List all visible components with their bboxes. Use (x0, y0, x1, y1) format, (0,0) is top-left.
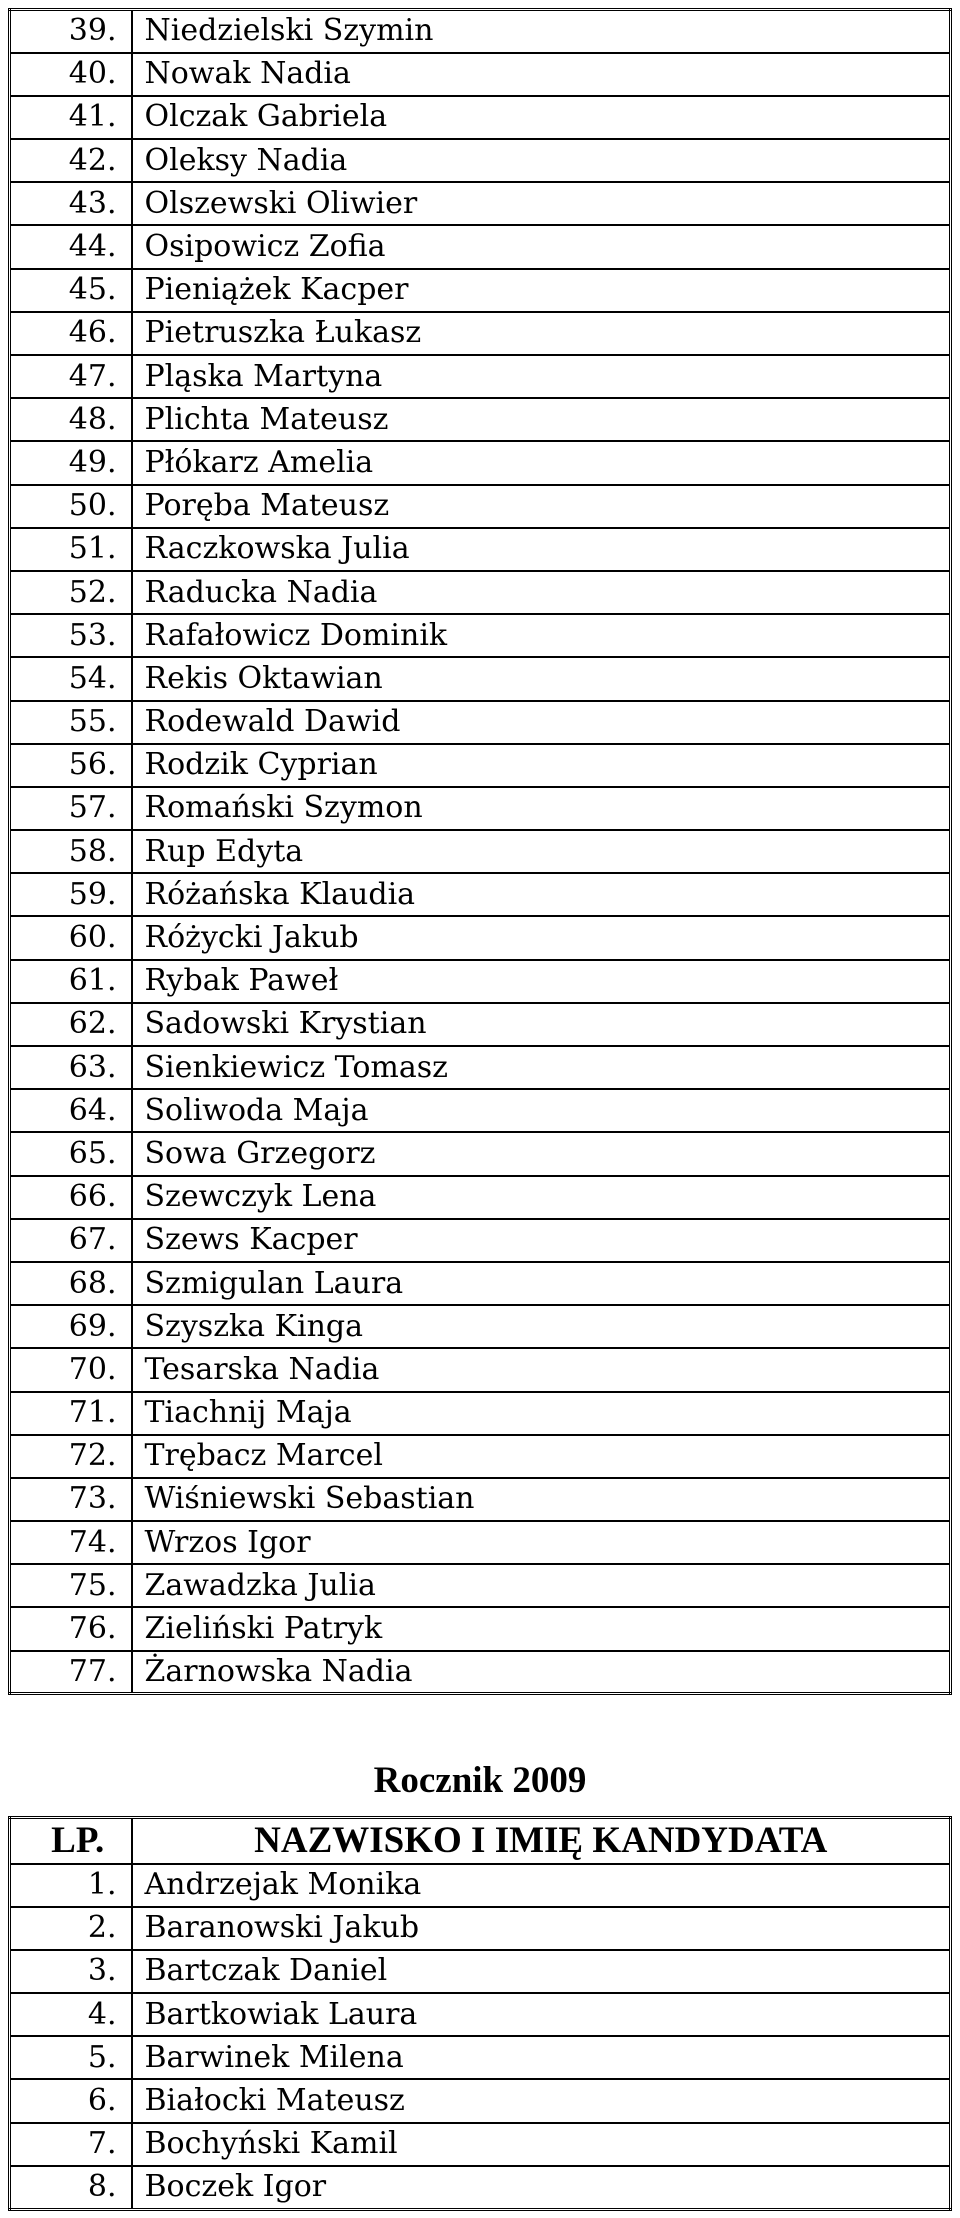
candidate-name: Poręba Mateusz (132, 485, 951, 528)
row-number: 73. (10, 1478, 132, 1521)
candidate-name: Pląska Martyna (132, 355, 951, 398)
candidate-name: Zawadzka Julia (132, 1564, 951, 1607)
table-header-row (10, 1818, 951, 1864)
candidate-list-2009-body (10, 1818, 951, 2210)
table-row (10, 1046, 951, 1089)
table-row (10, 528, 951, 571)
candidate-name: Plichta Mateusz (132, 398, 951, 441)
row-number: 7. (10, 2123, 132, 2166)
table-row (10, 2123, 951, 2166)
table-row (10, 873, 951, 916)
table-row (10, 830, 951, 873)
row-number: 71. (10, 1392, 132, 1435)
row-number: 6. (10, 2079, 132, 2122)
table-row (10, 1348, 951, 1391)
row-number: 64. (10, 1089, 132, 1132)
candidate-name: Tesarska Nadia (132, 1348, 951, 1391)
row-number: 54. (10, 657, 132, 700)
table-row (10, 139, 951, 182)
candidate-name: Barwinek Milena (132, 2036, 951, 2079)
table-row (10, 614, 951, 657)
section-title: Rocznik 2009 (373, 1760, 587, 1801)
table-row (10, 916, 951, 959)
table-row (10, 10, 951, 53)
candidate-name: Szmigulan Laura (132, 1262, 951, 1305)
row-number: 1. (10, 1864, 132, 1907)
candidate-name: Baranowski Jakub (132, 1907, 951, 1950)
candidate-name: Różycki Jakub (132, 916, 951, 959)
candidate-list-continued (8, 8, 952, 1695)
table-row (10, 787, 951, 830)
table-row (10, 1392, 951, 1435)
table-row (10, 701, 951, 744)
candidate-name: Olszewski Oliwier (132, 182, 951, 225)
row-number: 76. (10, 1607, 132, 1650)
table-row (10, 2166, 951, 2209)
table-row (10, 1564, 951, 1607)
row-number: 41. (10, 96, 132, 139)
row-number: 58. (10, 830, 132, 873)
candidate-name: Rafałowicz Dominik (132, 614, 951, 657)
candidate-name: Szewczyk Lena (132, 1176, 951, 1219)
candidate-name: Rekis Oktawian (132, 657, 951, 700)
row-number: 60. (10, 916, 132, 959)
row-number: 61. (10, 960, 132, 1003)
candidate-name: Rup Edyta (132, 830, 951, 873)
row-number: 5. (10, 2036, 132, 2079)
table-row (10, 1993, 951, 2036)
candidate-name: Romański Szymon (132, 787, 951, 830)
table-row (10, 96, 951, 139)
table-row (10, 53, 951, 96)
row-number: 67. (10, 1219, 132, 1262)
table-row (10, 1907, 951, 1950)
candidate-name: Płókarz Amelia (132, 441, 951, 484)
candidate-name: Rybak Paweł (132, 960, 951, 1003)
row-number: 63. (10, 1046, 132, 1089)
table-row (10, 1864, 951, 1907)
candidate-name: Żarnowska Nadia (144, 1653, 413, 1689)
candidate-name: Andrzejak Monika (132, 1864, 951, 1907)
row-number: 42. (10, 139, 132, 182)
row-number: 59. (10, 873, 132, 916)
table-row (10, 2036, 951, 2079)
table-row (10, 485, 951, 528)
candidate-name: Rodzik Cyprian (132, 744, 951, 787)
table-row (10, 1478, 951, 1521)
row-number: 74. (10, 1521, 132, 1564)
row-number: 47. (10, 355, 132, 398)
candidate-name: Tiachnij Maja (132, 1392, 951, 1435)
table-row (10, 1089, 951, 1132)
row-number: 39. (10, 10, 132, 53)
table-row (10, 744, 951, 787)
candidate-name: Pieniążek Kacper (132, 269, 951, 312)
candidate-name: Osipowicz Zofia (132, 225, 951, 268)
candidate-name: Sienkiewicz Tomasz (132, 1046, 951, 1089)
table-row (10, 1950, 951, 1993)
candidate-name: Rodewald Dawid (132, 701, 951, 744)
row-number: 52. (10, 571, 132, 614)
row-number: 57. (10, 787, 132, 830)
table-row (10, 2079, 951, 2122)
candidate-name: Bartczak Daniel (132, 1950, 951, 1993)
candidate-name: Trębacz Marcel (132, 1435, 951, 1478)
table-row (10, 441, 951, 484)
candidate-name: Pietruszka Łukasz (132, 312, 951, 355)
table-row (10, 1132, 951, 1175)
row-number: 43. (10, 182, 132, 225)
candidate-name: Bartkowiak Laura (132, 1993, 951, 2036)
table-row (10, 1219, 951, 1262)
table-row (10, 1651, 951, 1694)
candidate-name: Niedzielski Szymin (132, 10, 951, 53)
candidate-name: Nowak Nadia (132, 53, 951, 96)
row-number: 53. (10, 614, 132, 657)
row-number: 2. (10, 1907, 132, 1950)
candidate-name: Sowa Grzegorz (132, 1132, 951, 1175)
candidate-name: Sadowski Krystian (132, 1003, 951, 1046)
row-number: 8. (10, 2166, 132, 2209)
row-number: 46. (10, 312, 132, 355)
row-number: 44. (10, 225, 132, 268)
candidate-name: Zieliński Patryk (132, 1607, 951, 1650)
candidate-name: Boczek Igor (144, 2169, 327, 2205)
table-row (10, 1176, 951, 1219)
table-row (10, 1521, 951, 1564)
row-number: 3. (10, 1950, 132, 1993)
candidate-name: Raczkowska Julia (132, 528, 951, 571)
candidate-name: Raducka Nadia (132, 571, 951, 614)
candidate-name: Szyszka Kinga (132, 1305, 951, 1348)
table-row (10, 225, 951, 268)
row-number: 48. (10, 398, 132, 441)
table-row (10, 1262, 951, 1305)
row-number: 72. (10, 1435, 132, 1478)
candidate-name: Wrzos Igor (132, 1521, 951, 1564)
candidate-name: Oleksy Nadia (132, 139, 951, 182)
table-row (10, 571, 951, 614)
row-number: 66. (10, 1176, 132, 1219)
table-row (10, 269, 951, 312)
candidate-list-2009 (8, 1816, 952, 2211)
candidate-name: Bochyński Kamil (132, 2123, 951, 2166)
table-row (10, 1305, 951, 1348)
table-row (10, 312, 951, 355)
row-number: 49. (10, 441, 132, 484)
row-number: 55. (10, 701, 132, 744)
candidate-name: Różańska Klaudia (132, 873, 951, 916)
header-name: NAZWISKO I IMIĘ KANDYDATA (132, 1818, 951, 1864)
table-row (10, 182, 951, 225)
row-number: 77. (10, 1651, 132, 1694)
row-number: 65. (10, 1132, 132, 1175)
candidate-name: Szews Kacper (132, 1219, 951, 1262)
row-number: 51. (10, 528, 132, 571)
candidate-name: Olczak Gabriela (132, 96, 951, 139)
candidate-name: Wiśniewski Sebastian (132, 1478, 951, 1521)
row-number: 68. (10, 1262, 132, 1305)
table-row (10, 960, 951, 1003)
row-number: 50. (10, 485, 132, 528)
table-row (10, 398, 951, 441)
row-number: 75. (10, 1564, 132, 1607)
candidate-name: Soliwoda Maja (132, 1089, 951, 1132)
table-row (10, 355, 951, 398)
candidate-name: Białocki Mateusz (132, 2079, 951, 2122)
row-number: 70. (10, 1348, 132, 1391)
row-number: 45. (10, 269, 132, 312)
row-number: 62. (10, 1003, 132, 1046)
candidate-list-body (10, 10, 951, 1694)
header-lp: LP. (10, 1818, 132, 1864)
row-number: 56. (10, 744, 132, 787)
table-row (10, 657, 951, 700)
row-number: 4. (10, 1993, 132, 2036)
row-number: 69. (10, 1305, 132, 1348)
table-row (10, 1003, 951, 1046)
table-row (10, 1435, 951, 1478)
table-row (10, 1607, 951, 1650)
row-number: 40. (10, 53, 132, 96)
